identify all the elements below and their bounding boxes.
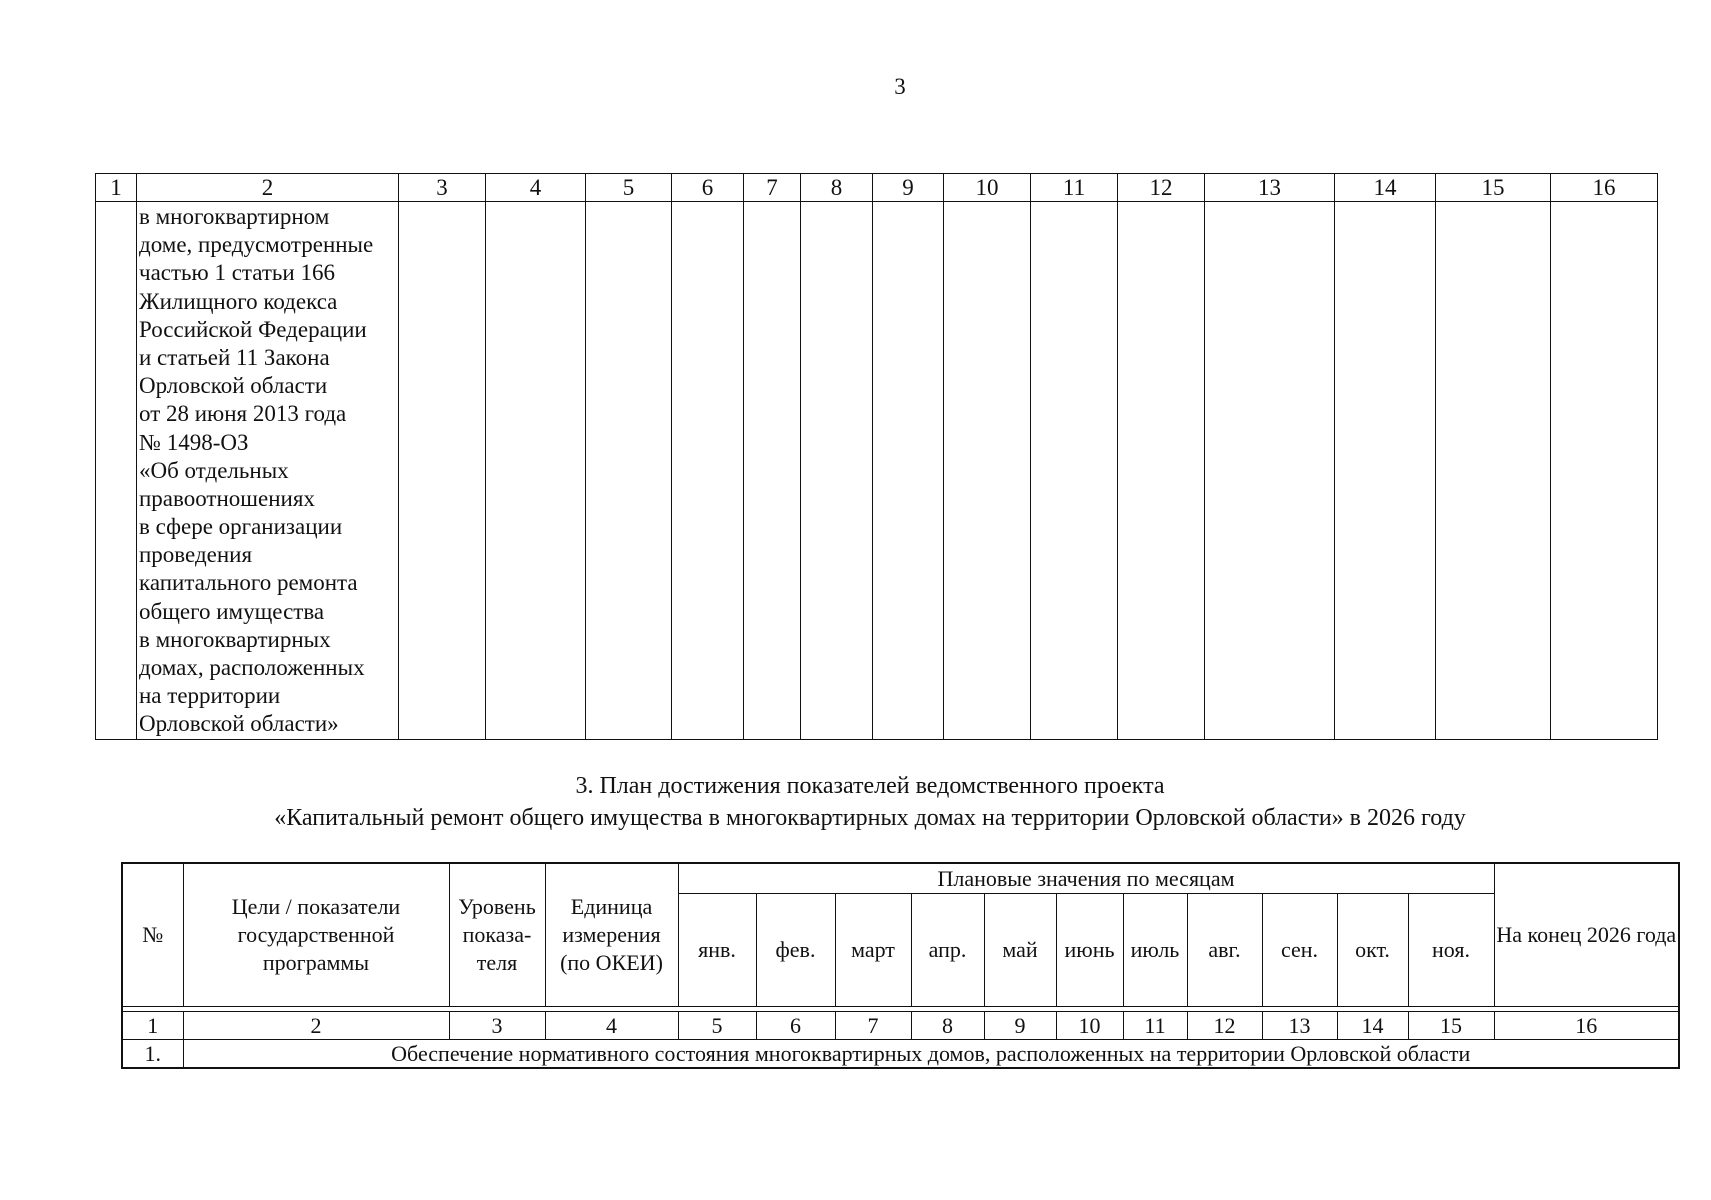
section-subtitle: «Капитальный ремонт общего имущества в многоквартирных домах на территории Орловской области» в 2026 году	[274, 805, 1466, 831]
column-number: 8	[911, 1012, 984, 1040]
column-number: 6	[756, 1012, 835, 1040]
table-header-row	[96, 174, 1658, 202]
continuation-table	[95, 173, 1658, 740]
column-number: 11	[1123, 1012, 1187, 1040]
text-line: доме, предусмотренные	[139, 232, 374, 258]
empty-cell	[486, 202, 586, 740]
text-line: капитального ремонта	[139, 570, 358, 596]
table-row	[122, 1040, 1679, 1069]
month-header: янв.	[678, 894, 756, 1007]
column-number: 13	[1262, 1012, 1337, 1040]
column-number: 2	[137, 174, 399, 202]
empty-cell	[1551, 202, 1658, 740]
empty-cell	[873, 202, 944, 740]
empty-cell	[801, 202, 873, 740]
empty-cell	[1335, 202, 1436, 740]
column-number: 11	[1031, 174, 1118, 202]
text-line: домах, расположенных	[139, 655, 365, 680]
month-header: авг.	[1187, 894, 1262, 1007]
column-number: 15	[1408, 1012, 1494, 1040]
section-title: 3. План достижения показателей ведомственного проекта	[575, 773, 1165, 799]
column-number: 14	[1337, 1012, 1408, 1040]
text-line: в многоквартирном	[139, 204, 330, 229]
column-number: 6	[672, 174, 744, 202]
month-header: фев.	[756, 894, 835, 1007]
column-number: 15	[1436, 174, 1551, 202]
column-number: 5	[586, 174, 672, 202]
text-line: от 28 июня 2013 года	[139, 401, 347, 427]
column-number: 2	[183, 1012, 449, 1040]
plan-table	[121, 862, 1680, 1069]
empty-cell	[1118, 202, 1205, 740]
text-line: и статьей 11 Закона	[139, 344, 330, 370]
header-end-of-year: На конец 2026 года	[1494, 863, 1679, 1007]
table-row	[96, 202, 1658, 740]
text-line: проведения	[139, 542, 253, 568]
empty-cell	[744, 202, 801, 740]
column-number: 9	[984, 1012, 1056, 1040]
page-number: 3	[894, 74, 906, 99]
text-line: в многоквартирных	[139, 626, 331, 652]
text-line: в сфере организации	[139, 514, 343, 540]
column-number: 7	[744, 174, 801, 202]
text-line: «Об отдельных	[139, 457, 289, 483]
month-header: окт.	[1337, 894, 1408, 1007]
column-number: 12	[1187, 1012, 1262, 1040]
text-line: на территории	[139, 683, 281, 709]
column-number: 1	[96, 174, 137, 202]
indicator-text-cell	[137, 202, 399, 740]
row-number: 1.	[122, 1040, 183, 1069]
column-number: 12	[1118, 174, 1205, 202]
text-line: № 1498-ОЗ	[139, 429, 249, 455]
column-number: 8	[801, 174, 873, 202]
column-number: 9	[873, 174, 944, 202]
header-unit: Единица измерения (по ОКЕИ)	[545, 863, 678, 1007]
empty-cell	[96, 202, 137, 740]
empty-cell	[1436, 202, 1551, 740]
column-number: 3	[449, 1012, 545, 1040]
column-number: 14	[1335, 174, 1436, 202]
month-header: март	[835, 894, 911, 1007]
empty-cell	[1205, 202, 1335, 740]
empty-cell	[399, 202, 486, 740]
header-level: Уровень показа-теля	[449, 863, 545, 1007]
column-number: 16	[1494, 1012, 1679, 1040]
text-line: Орловской области»	[139, 711, 339, 737]
month-header: июль	[1123, 894, 1187, 1007]
column-number: 3	[399, 174, 486, 202]
empty-cell	[944, 202, 1031, 740]
header-monthly-values: Плановые значения по месяцам	[678, 863, 1494, 894]
column-number: 4	[486, 174, 586, 202]
column-number: 16	[1551, 174, 1658, 202]
column-number: 5	[678, 1012, 756, 1040]
text-line: частью 1 статьи 166	[139, 260, 335, 286]
month-header: ноя.	[1408, 894, 1494, 1007]
column-number: 4	[545, 1012, 678, 1040]
text-line: Жилищного кодекса	[139, 288, 338, 314]
column-numbers-row	[122, 1012, 1679, 1040]
header-number: №	[122, 863, 183, 1007]
month-header: сен.	[1262, 894, 1337, 1007]
goal-text: Обеспечение нормативного состояния многоквартирных домов, расположенных на территории Орловской области	[183, 1040, 1679, 1069]
month-header: апр.	[911, 894, 984, 1007]
text-line: правоотношениях	[139, 485, 315, 511]
empty-cell	[1031, 202, 1118, 740]
month-header: июнь	[1056, 894, 1123, 1007]
month-header: май	[984, 894, 1056, 1007]
column-number: 10	[944, 174, 1031, 202]
column-number: 7	[835, 1012, 911, 1040]
column-number: 13	[1205, 174, 1335, 202]
text-line: Российской Федерации	[139, 316, 367, 342]
text-line: общего имущества	[139, 598, 325, 624]
column-number: 10	[1056, 1012, 1123, 1040]
empty-cell	[586, 202, 672, 740]
column-number: 1	[122, 1012, 183, 1040]
empty-cell	[672, 202, 744, 740]
text-line: Орловской области	[139, 373, 328, 399]
header-goals: Цели / показатели государственной программы	[183, 863, 449, 1007]
